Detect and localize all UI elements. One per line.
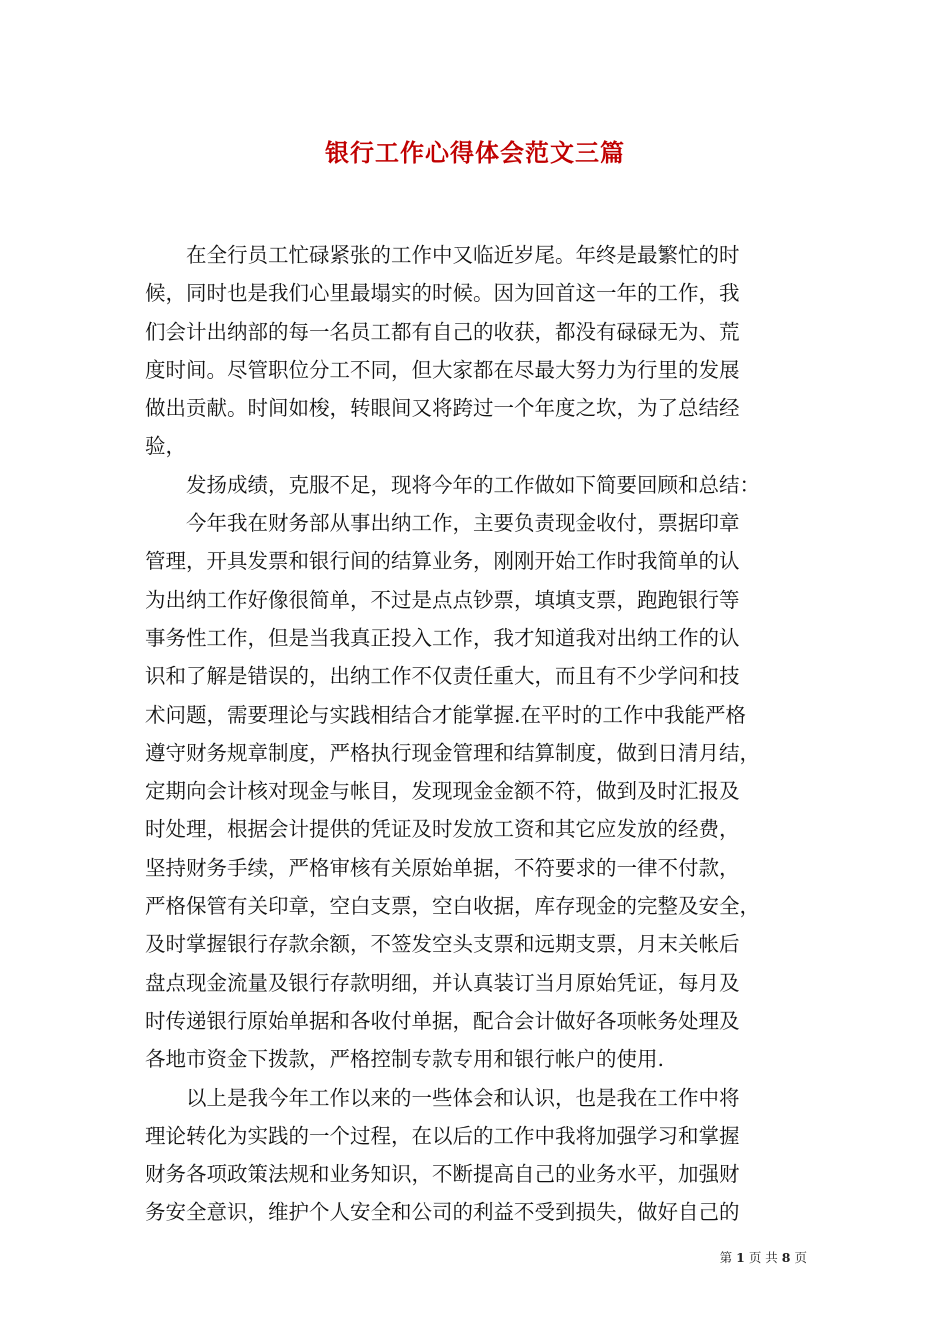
document-body xyxy=(145,236,805,1232)
body-text-line: 以上是我今年工作以来的一些体会和认识，也是我在工作中将 xyxy=(145,1085,740,1110)
body-text-line: 及时掌握银行存款余额，不签发空头支票和远期支票，月末关帐后 xyxy=(145,932,740,957)
body-text-line: 坚持财务手续，严格审核有关原始单据，不符要求的一律不付款， xyxy=(145,855,740,880)
body-text-line: 时处理，根据会计提供的凭证及时发放工资和其它应发放的经费， xyxy=(145,817,740,842)
body-text-line: 严格保管有关印章，空白支票，空白收据，库存现金的完整及安全， xyxy=(145,894,760,919)
body-text-line: 为出纳工作好像很简单，不过是点点钞票，填填支票，跑跑银行等 xyxy=(145,587,740,612)
body-text-line: 今年我在财务部从事出纳工作，主要负责现金收付，票据印章 xyxy=(145,511,740,536)
body-text-line: 候，同时也是我们心里最塌实的时候。因为回首这一年的工作，我 xyxy=(145,281,740,306)
page-label-prefix: 第 xyxy=(719,1250,733,1265)
body-text-line: 事务性工作，但是当我真正投入工作，我才知道我对出纳工作的认 xyxy=(145,625,740,650)
current-page-number: 1 xyxy=(736,1250,745,1265)
body-text-line: 识和了解是错误的，出纳工作不仅责任重大，而且有不少学问和技 xyxy=(145,664,740,689)
body-text-line: 财务各项政策法规和业务知识，不断提高自己的业务水平，加强财 xyxy=(145,1162,740,1187)
body-text-line: 管理，开具发票和银行间的结算业务，刚刚开始工作时我简单的认 xyxy=(145,549,740,574)
document-title: 银行工作心得体会范文三篇 xyxy=(325,138,625,167)
page-footer xyxy=(720,1248,807,1266)
page-label-suffix: 页 xyxy=(794,1250,807,1265)
body-text-line: 在全行员工忙碌紧张的工作中又临近岁尾。年终是最繁忙的时 xyxy=(145,243,740,267)
body-text-line: 务安全意识，维护个人安全和公司的利益不受到损失，做好自己的 xyxy=(145,1200,740,1225)
page-label-middle: 页 共 xyxy=(748,1250,778,1265)
body-text-line: 时传递银行原始单据和各收付单据，配合会计做好各项帐务处理及 xyxy=(145,1008,740,1033)
body-text-line: 们会计出纳部的每一名员工都有自己的收获，都没有碌碌无为、荒 xyxy=(145,319,740,344)
body-text-line: 定期向会计核对现金与帐目，发现现金金额不符，做到及时汇报及 xyxy=(145,779,740,804)
body-text-line: 遵守财务规章制度，严格执行现金管理和结算制度，做到日清月结， xyxy=(145,740,760,765)
body-text-line: 术问题，需要理论与实践相结合才能掌握.在平时的工作中我能严格 xyxy=(145,702,747,727)
body-text-line: 各地市资金下拨款，严格控制专款专用和银行帐户的使用. xyxy=(145,1047,665,1072)
body-text-line: 理论转化为实践的一个过程，在以后的工作中我将加强学习和掌握 xyxy=(145,1123,740,1148)
total-pages-number: 8 xyxy=(781,1250,791,1265)
body-text-line: 发扬成绩，克服不足，现将今年的工作做如下简要回顾和总结： xyxy=(145,472,760,497)
body-text-line: 验， xyxy=(145,434,186,459)
body-text-line: 度时间。尽管职位分工不同，但大家都在尽最大努力为行里的发展 xyxy=(145,357,740,382)
body-text-line: 盘点现金流量及银行存款明细，并认真装订当月原始凭证，每月及 xyxy=(145,970,740,995)
body-text-line: 做出贡献。时间如梭，转眼间又将跨过一个年度之坎，为了总结经 xyxy=(145,396,740,421)
